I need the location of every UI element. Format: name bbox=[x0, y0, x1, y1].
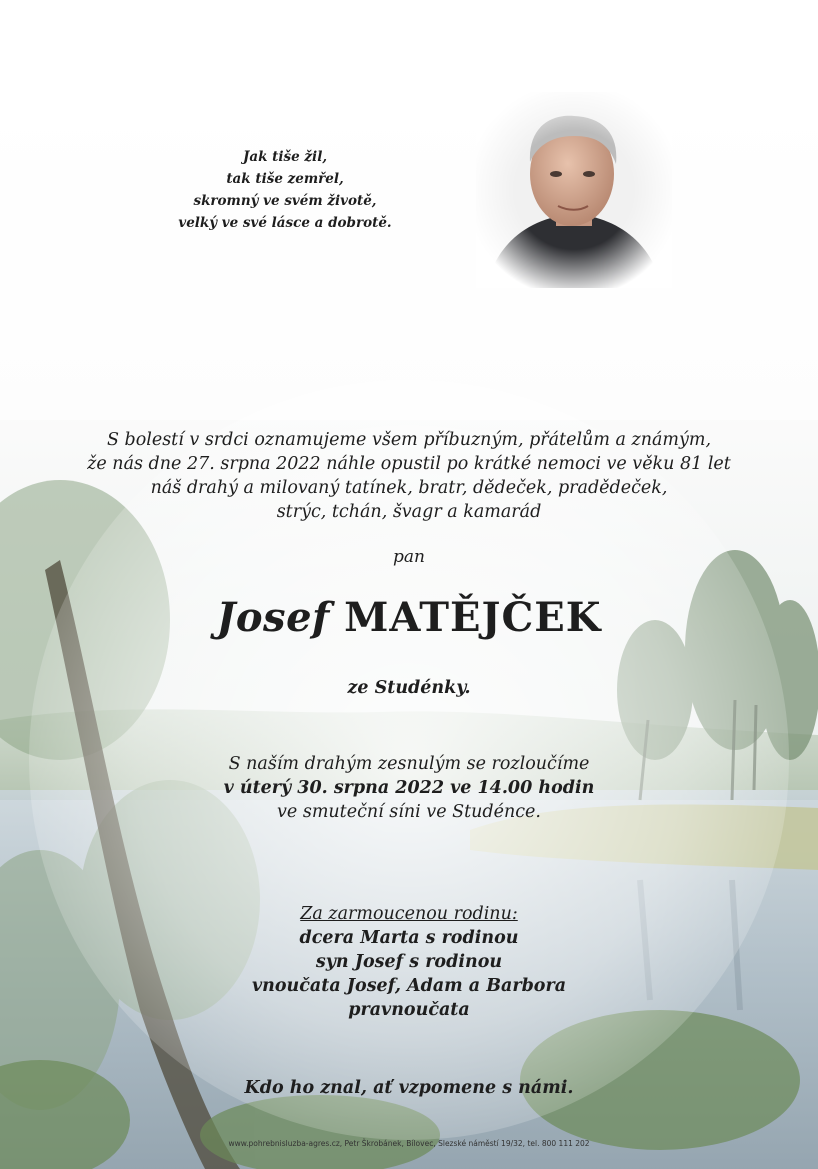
farewell-line: S naším drahým zesnulým se rozloučíme bbox=[228, 754, 590, 774]
family-member: pravnoučata bbox=[348, 1000, 470, 1020]
first-name: Josef bbox=[216, 594, 330, 641]
memorial-poem bbox=[150, 146, 420, 234]
announcement-line: S bolestí v srdci oznamujeme všem příbuzným, přátelům a známým, bbox=[106, 430, 712, 450]
family-heading: Za zarmoucenou rodinu: bbox=[300, 904, 518, 924]
closing-line: Kdo ho znal, ať vzpomene s námi. bbox=[244, 1078, 574, 1098]
farewell-place: ve smuteční síni ve Studénce. bbox=[277, 802, 541, 822]
announcement-line: že nás dne 27. srpna 2022 náhle opustil po krátké nemoci ve věku 81 let bbox=[87, 454, 731, 474]
family-list bbox=[0, 902, 818, 1022]
farewell-date: v úterý 30. srpna 2022 ve 14.00 hodin bbox=[223, 778, 595, 798]
announcement-text bbox=[0, 428, 818, 524]
farewell-details bbox=[0, 752, 818, 824]
poem-line: velký ve své lásce a dobrotě. bbox=[178, 215, 392, 231]
announcement-line: náš drahý a milovaný tatínek, bratr, dědeček, pradědeček, bbox=[150, 478, 668, 498]
portrait-photo bbox=[476, 92, 672, 288]
origin-text: ze Studénky. bbox=[347, 678, 471, 698]
family-member: vnoučata Josef, Adam a Barbora bbox=[251, 976, 567, 996]
poem-line: tak tiše zemřel, bbox=[226, 171, 344, 187]
poem-line: Jak tiše žil, bbox=[242, 149, 328, 165]
title-word: pan bbox=[393, 547, 425, 567]
family-member: syn Josef s rodinou bbox=[315, 952, 503, 972]
family-member: dcera Marta s rodinou bbox=[299, 928, 519, 948]
surname: MATĚJČEK bbox=[344, 594, 602, 641]
funeral-service-footer: www.pohrebnisluzba-agres.cz, Petr Škrobánek, Bílovec, Slezské náměstí 19/32, tel. 800 111 202 bbox=[228, 1139, 590, 1148]
deceased-name bbox=[0, 594, 818, 641]
poem-line: skromný ve svém životě, bbox=[193, 193, 377, 209]
announcement-line: strýc, tchán, švagr a kamarád bbox=[276, 502, 542, 522]
